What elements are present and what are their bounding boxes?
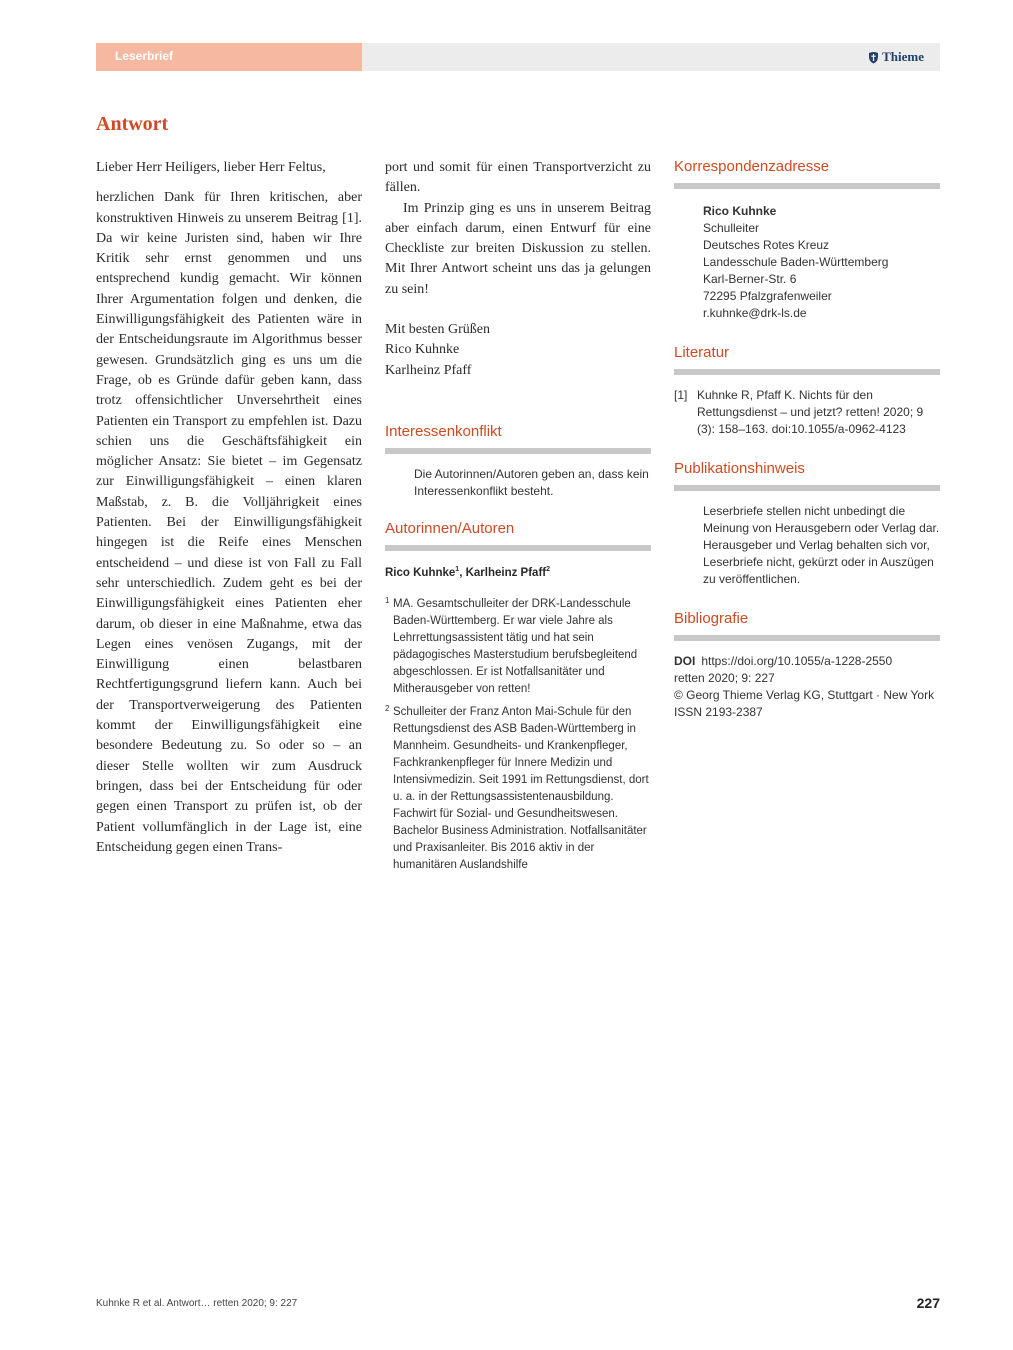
closing-line: Mit besten Grüßen [385, 322, 490, 338]
author-name-1: Rico Kuhnke [385, 566, 456, 579]
footnote-text-2: Schulleiter der Franz Anton Mai-Schule für den Rettungsdienst des ASB Baden-Württemberg in Mannheim. Gesundheits- und Krankenpfleger, Fachkrankenpfleger für Innere Medizin und Intensivmedizin. Seit 1991 im Rettungsdienst, dort u. a. in der Rettungsassistentenausbildung. Fachwirt für Sozial- und Gesundheitswesen. Bachelor Business Administration. Notfallsanitäter und Praxisanleiter. Bis 2016 aktiv in der humanitären Auslandshilfe [393, 705, 649, 871]
publication-note-text: Leserbriefe stellen nicht unbedingt die Meinung von Herausgebern oder Verlag dar. Herausgeber und Verlag behalten sich vor, Leserbriefe nicht, gekürzt oder in Auszügen zu veröffentlichen. [703, 504, 940, 586]
footnote-marker-1: 1 [385, 595, 390, 605]
correspondence-address [674, 203, 940, 322]
correspondence-heading: Korrespondenzadresse [674, 158, 940, 189]
email-link[interactable]: r.kuhnke@drk-ls.de [703, 306, 807, 320]
header-band [96, 43, 940, 71]
doi-link[interactable]: https://doi.org/10.1055/a-1228-2550 [701, 654, 893, 668]
section-tag [96, 43, 362, 71]
literature-heading: Literatur [674, 344, 940, 375]
bibliography-line: ISSN 2193-2387 [674, 705, 763, 719]
publication-note-heading: Publikationshinweis [674, 460, 940, 491]
author-sup-2: 2 [546, 565, 551, 573]
reference-number: [1] [674, 388, 688, 402]
salutation: Lieber Herr Heiligers, lieber Herr Feltus, [96, 160, 326, 175]
address-line: Karl-Berner-Str. 6 [703, 272, 797, 286]
thieme-logo-icon [868, 51, 879, 64]
bibliography-line: retten 2020; 9: 227 [674, 671, 775, 685]
reference-item [674, 387, 940, 438]
column-2 [385, 158, 651, 874]
doi-label: DOI [674, 654, 696, 668]
footnote-text-1: MA. Gesamtschulleiter der DRK-Landesschule Baden-Württemberg. Er war viele Jahre als Lehrrettungsassistent tätig und hat sein pädagogisches Masterstudium berufsbegleitend abgeschlossen. Er ist Notfallsanitäter und Mitherausgeber von retten! [393, 597, 638, 695]
conflict-text: Die Autorinnen/Autoren geben an, dass kein Interessenkonflikt besteht. [414, 466, 649, 498]
body-paragraph-1: herzlichen Dank für Ihren kritischen, aber konstruktiven Hinweis zu unserem Beitrag [1]. Da wir keine Juristen sind, haben wir Ihre Kritik sehr ernst genommen und uns entsprechend kundig gemacht. Wir können Ihrer Argumentation folgen und denken, die Einwilligungsfähigkeit des Patienten wäre in der Entscheidungsraute im Algorithmus besser gewesen. Grundsätzlich ging es uns um die Frage, ob es Gründe dafür geben kann, dass trotz offensichtlicher Unversehrtheit eines Patienten ein Transport zu empfehlen ist. Dazu schien uns die Geschäftsfähigkeit ein möglicher Ansatz: Sie bietet – im Gegensatz zur Einwilligungsfähigkeit – einen klaren Maßstab, z. B. die Volljährigkeit eines Patienten. Bei der Einwilligungsfähigkeit hingegen ist die Reife eines Menschen entscheidend – und diese ist von Fall zu Fall sehr unterschiedlich. Zudem geht es bei der Einwilligungsfähigkeit eines Patienten eher darum, ob dieser in eine Maßnahme, etwa das Legen eines venösen Zugangs, mit der Einwilligung einen belastbaren Rechtfertigungsgrund liefern kann. Auch bei der Transportverweigerung des Patienten kommt der Einwilligungsfähigkeit eine besondere Bedeutung zu. So oder so – an dieser Stelle wollten wir zum Ausdruck bringen, dass bei der Entscheidung für oder gegen einen Transport zu prüfen ist, ob der Patient vollumfänglich in der Lage ist, eine Entscheidung gegen einen Trans- [96, 190, 362, 855]
footer-citation: Kuhnke R et al. Antwort… retten 2020; 9: 227 [96, 1298, 298, 1309]
column-3 [674, 158, 940, 721]
closing-line: Rico Kuhnke [385, 342, 460, 358]
doi-line [674, 653, 940, 670]
publisher-logo [868, 49, 924, 65]
body-paragraph-2: Im Prinzip ging es uns in unserem Beitrag aber einfach darum, einen Entwurf für eine Checkliste zur breiten Diskussion zu stellen. Mit Ihrer Antwort scheint uns das ja gelungen zu sein! [385, 200, 651, 297]
author-sup-1: 1 [455, 565, 460, 573]
publisher-name: Thieme [882, 49, 924, 64]
article-title: Antwort [96, 113, 169, 135]
author-separator: , [459, 566, 466, 579]
author-footnote-1 [385, 596, 651, 698]
bibliography-heading: Bibliografie [674, 610, 940, 641]
correspondence-name: Rico Kuhnke [703, 204, 777, 218]
section-tag-label: Leserbrief [115, 49, 174, 63]
bibliography-block [674, 653, 940, 721]
author-names [385, 566, 651, 579]
closing-line: Karlheinz Pfaff [385, 362, 472, 378]
body-paragraph-1-continued: port und somit für einen Transportverzicht zu fällen. [385, 160, 651, 196]
column-1 [96, 158, 362, 858]
reference-text: Kuhnke R, Pfaff K. Nichts für den Rettungsdienst – und jetzt? retten! 2020; 9 (3): 158–163. doi:10.1055/a-0962-4123 [697, 388, 924, 436]
address-line: Landesschule Baden-Württemberg [703, 255, 889, 269]
author-footnote-2 [385, 704, 651, 874]
address-line: 72295 Pfalzgrafenweiler [703, 289, 832, 303]
conflict-heading: Interessenkonflikt [385, 423, 651, 454]
address-line: Deutsches Rotes Kreuz [703, 238, 830, 252]
author-name-2: Karlheinz Pfaff [465, 566, 547, 579]
footnote-marker-2: 2 [385, 703, 390, 713]
closing-block [385, 320, 651, 381]
page-number: 227 [916, 1295, 940, 1311]
bibliography-line: © Georg Thieme Verlag KG, Stuttgart · New York [674, 688, 935, 702]
address-line: Schulleiter [703, 221, 760, 235]
authors-heading: Autorinnen/Autoren [385, 520, 651, 551]
